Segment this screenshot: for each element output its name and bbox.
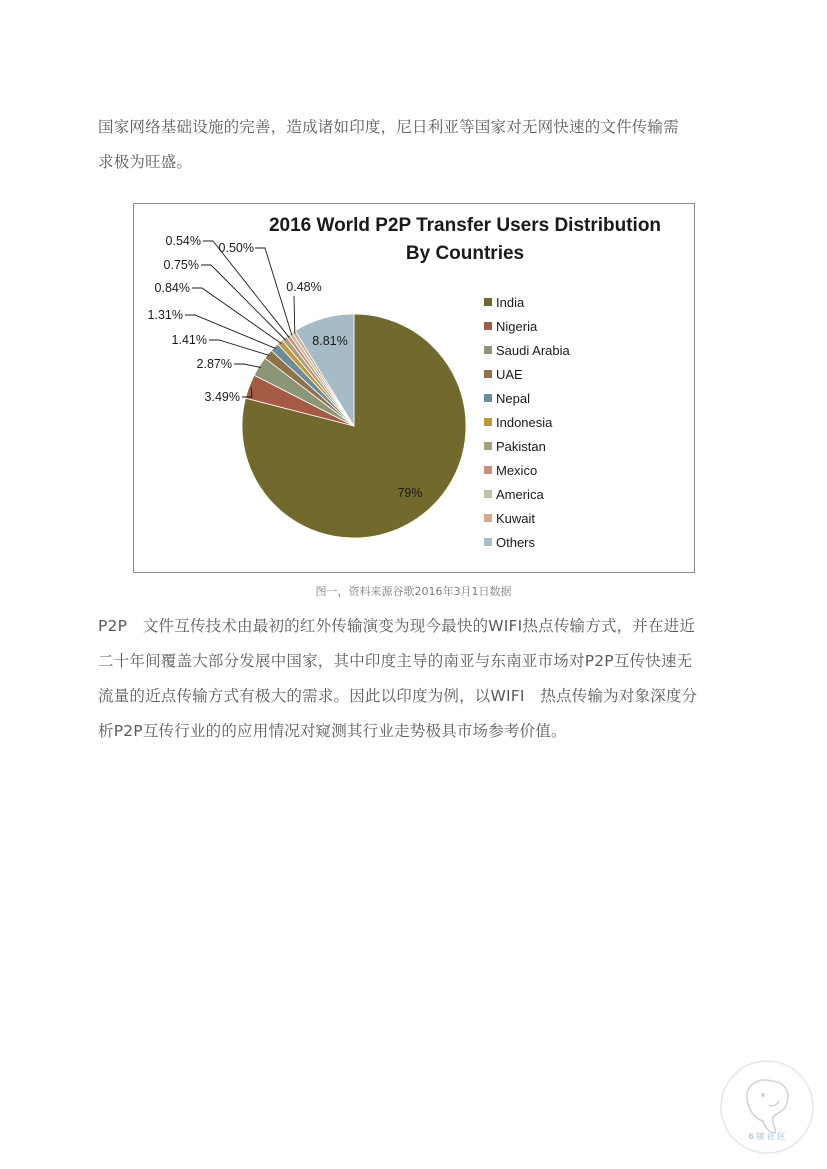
legend-swatch bbox=[484, 442, 492, 450]
legend-swatch bbox=[484, 394, 492, 402]
paragraph-line: 析P2P互传行业的的应用情况对窥测其行业走势极具市场参考价值。 bbox=[98, 722, 567, 740]
logo-icon bbox=[719, 1059, 815, 1155]
legend-swatch bbox=[484, 298, 492, 306]
paragraph-line: 求极为旺盛。 bbox=[98, 153, 193, 171]
legend-label: America bbox=[496, 487, 544, 502]
legend-label: UAE bbox=[496, 367, 523, 382]
chart-subtitle: By Countries bbox=[405, 243, 525, 264]
legend-label: India bbox=[496, 295, 525, 310]
pie-chart-figure bbox=[133, 203, 695, 573]
legend-label: Indonesia bbox=[496, 415, 553, 430]
pie-chart bbox=[134, 204, 694, 572]
legend-label: Kuwait bbox=[496, 511, 536, 526]
community-logo-watermark bbox=[719, 1059, 815, 1155]
data-label-uae: 1.41% bbox=[171, 333, 207, 347]
paragraph-line: 流量的近点传输方式有极大的需求。因此以印度为例，以WIFI 热点传输为对象深度分 bbox=[98, 687, 698, 705]
intro-paragraph bbox=[98, 110, 730, 180]
legend-swatch bbox=[484, 490, 492, 498]
data-label-india: 79% bbox=[397, 486, 423, 500]
data-label-pakistan: 0.75% bbox=[163, 258, 199, 272]
data-label-mexico: 0.54% bbox=[165, 234, 201, 248]
legend-swatch bbox=[484, 418, 492, 426]
figure-caption: 图一，资料来源谷歌2016年3月1日数据 bbox=[315, 585, 512, 598]
legend-label: Pakistan bbox=[496, 439, 546, 454]
body-paragraph bbox=[98, 609, 730, 749]
paragraph-line: P2P 文件互传技术由最初的红外传输演变为现今最快的WIFI热点传输方式，并在进近 bbox=[98, 617, 696, 635]
leader-line-saudi-arabia bbox=[234, 364, 261, 368]
chart-title: 2016 World P2P Transfer Users Distribution bbox=[268, 215, 662, 236]
data-label-others: 8.81% bbox=[312, 334, 348, 348]
legend-swatch bbox=[484, 346, 492, 354]
legend-swatch bbox=[484, 466, 492, 474]
legend-label: Nigeria bbox=[496, 319, 538, 334]
data-label-saudi-arabia: 2.87% bbox=[196, 357, 232, 371]
legend-swatch bbox=[484, 514, 492, 522]
data-label-indonesia: 0.84% bbox=[154, 281, 190, 295]
legend-swatch bbox=[484, 322, 492, 330]
paragraph-line: 国家网络基础设施的完善，造成诸如印度，尼日利亚等国家对无网快速的文件传输需 bbox=[98, 118, 679, 136]
leader-line-kuwait bbox=[294, 296, 295, 333]
leader-line-mexico bbox=[203, 241, 289, 337]
data-label-america: 0.50% bbox=[218, 241, 254, 255]
paragraph-line: 二十年间覆盖大部分发展中国家，其中印度主导的南亚与东南亚市场对P2P互传快速无 bbox=[98, 652, 693, 670]
legend-label: Nepal bbox=[496, 391, 530, 406]
leader-line-pakistan bbox=[201, 265, 286, 340]
data-label-nepal: 1.31% bbox=[147, 308, 183, 322]
legend-label: Mexico bbox=[496, 463, 538, 478]
legend-label: Others bbox=[496, 535, 536, 550]
legend-swatch bbox=[484, 370, 492, 378]
logo-text: 6 镜 社 区 bbox=[748, 1132, 786, 1141]
legend-label: Saudi Arabia bbox=[496, 343, 570, 358]
legend-swatch bbox=[484, 538, 492, 546]
data-label-nigeria: 3.49% bbox=[204, 390, 240, 404]
data-label-kuwait: 0.48% bbox=[286, 280, 322, 294]
